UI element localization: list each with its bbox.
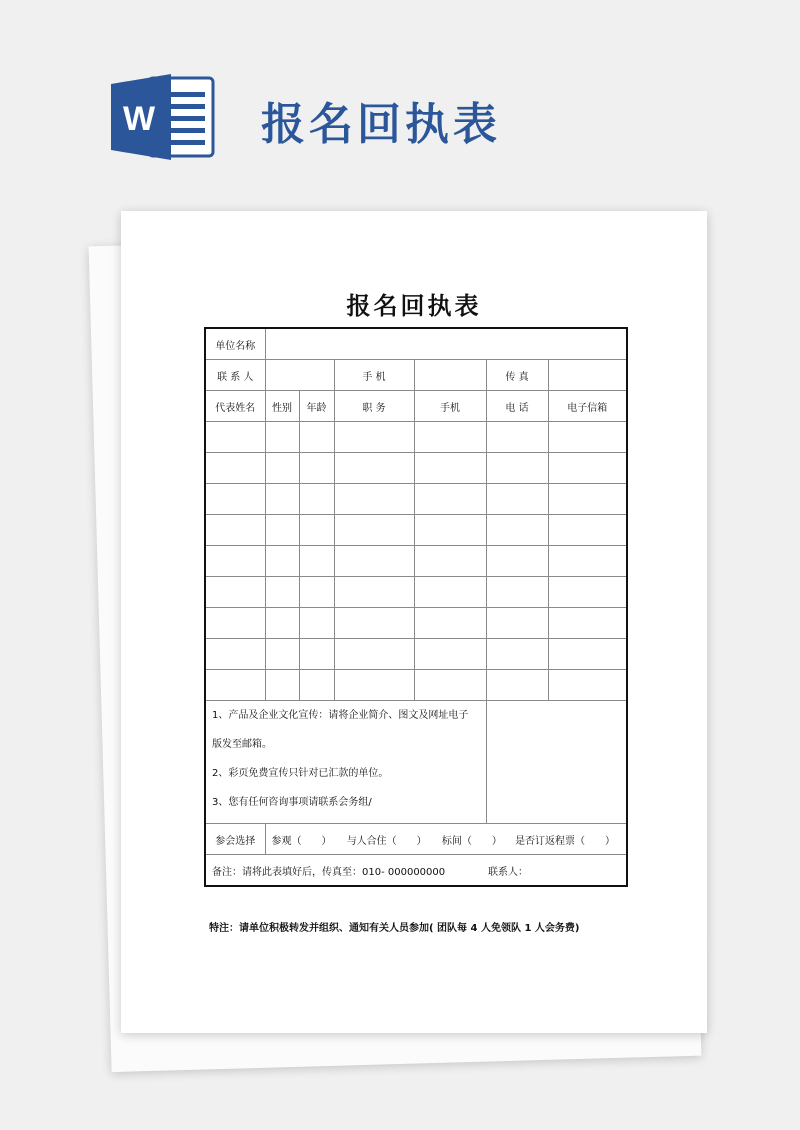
note-line: 版发至邮箱。 [212, 739, 272, 750]
contact-row [205, 360, 627, 391]
word-icon [111, 74, 215, 160]
email-header: 电子信箱 [548, 391, 627, 422]
mobile-field[interactable] [414, 360, 486, 391]
notes-side-cell [486, 701, 627, 824]
rep-name-header: 代表姓名 [205, 391, 265, 422]
header-title: 报名回执表 [261, 99, 501, 150]
fax-field[interactable] [548, 360, 627, 391]
unit-name-field[interactable] [265, 328, 627, 360]
mobile-header: 手机 [414, 391, 486, 422]
page-header [111, 74, 711, 160]
note-line: 3、您有任何咨询事项请联系会务组/ [212, 797, 372, 808]
options-label: 参会选择 [205, 824, 265, 855]
age-header: 年龄 [299, 391, 334, 422]
phone-header: 电 话 [486, 391, 548, 422]
document-sheet [121, 211, 707, 1033]
option-visit[interactable]: 参观（ ） [271, 835, 332, 847]
gender-header: 性别 [265, 391, 299, 422]
registration-form [204, 327, 628, 887]
document-title: 报名回执表 [346, 292, 482, 320]
rep-row [205, 670, 627, 701]
rep-row [205, 453, 627, 484]
rep-row [205, 515, 627, 546]
svg-text:W: W [122, 100, 156, 138]
rep-row [205, 422, 627, 453]
remark-cell [205, 855, 627, 887]
mobile-label: 手 机 [334, 360, 414, 391]
unit-row [205, 328, 627, 360]
rep-row [205, 484, 627, 515]
contact-label: 联 系 人 [205, 360, 265, 391]
options-cell [265, 824, 627, 855]
rep-row [205, 639, 627, 670]
rep-row [205, 577, 627, 608]
option-standard-room[interactable]: 标间（ ） [441, 835, 502, 847]
note-line: 1、产品及企业文化宣传：请将企业简介、图文及网址电子 [212, 710, 469, 721]
remark-contact: 联系人： [488, 866, 528, 878]
rep-row [205, 608, 627, 639]
rep-header-row [205, 391, 627, 422]
remark-row [205, 855, 627, 887]
fax-label: 传 真 [486, 360, 548, 391]
special-note: 特注：请单位积极转发并组织、通知有关人员参加( 团队每 4 人免领队 1 人会务费) [209, 923, 580, 934]
notes-row [205, 701, 627, 824]
option-share-room[interactable]: 与人合住（ ） [346, 835, 427, 847]
notes-cell [205, 701, 486, 824]
note-line: 2、彩页免费宣传只针对已汇款的单位。 [212, 768, 389, 779]
remark-text: 备注：请将此表填好后，传真至：010- 000000000 [212, 866, 446, 878]
option-return-ticket[interactable]: 是否订返程票（ ） [515, 835, 616, 847]
unit-name-label: 单位名称 [205, 328, 265, 360]
contact-field[interactable] [265, 360, 334, 391]
position-header: 职 务 [334, 391, 414, 422]
rep-row [205, 546, 627, 577]
options-row [205, 824, 627, 855]
